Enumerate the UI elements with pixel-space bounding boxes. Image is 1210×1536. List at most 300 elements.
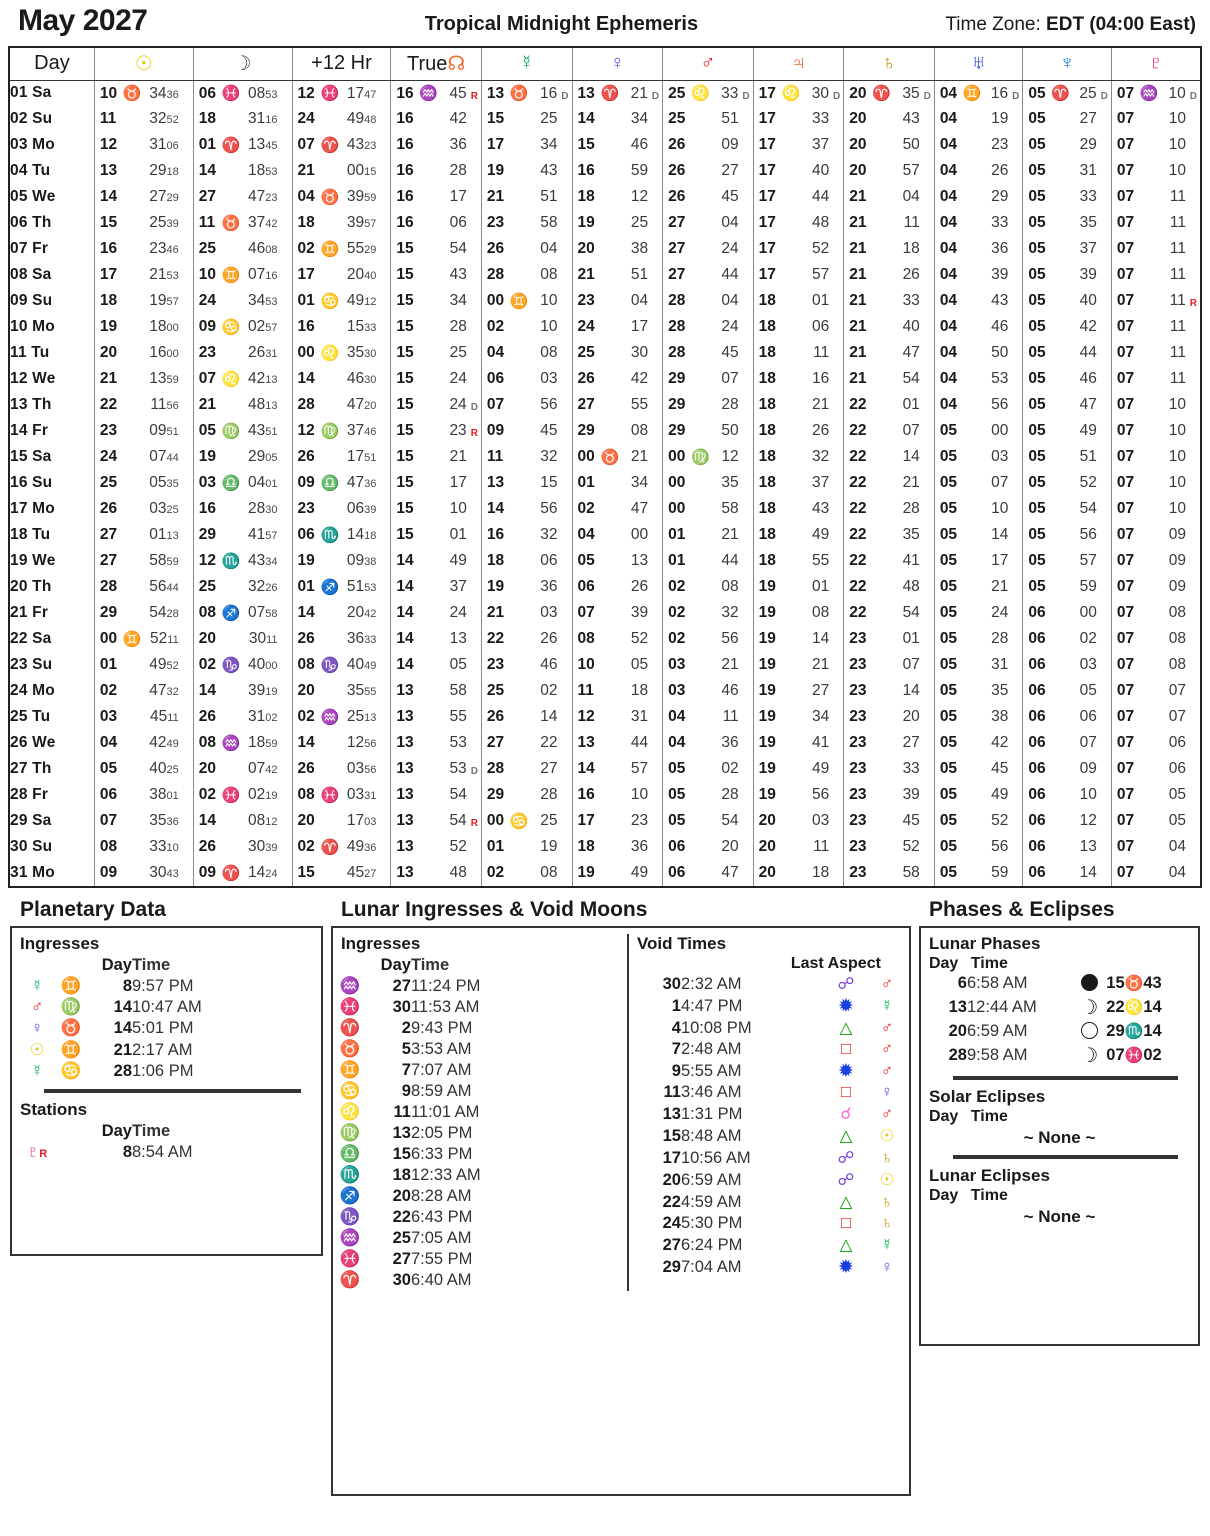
- saturn-cell: [844, 709, 934, 725]
- mars-column-cell: [663, 418, 754, 444]
- moon-cell: [194, 449, 292, 465]
- degree-value: 27: [577, 396, 595, 414]
- minute-value: 06: [811, 318, 830, 336]
- motion-marker-R: R: [470, 90, 478, 102]
- venus-column-cell: [572, 106, 663, 132]
- true-node-column-cell: [391, 626, 482, 652]
- minute-value: 2040: [346, 266, 377, 284]
- phase-position: 07♓02: [1106, 1046, 1162, 1064]
- minute-value: 1859: [248, 734, 278, 752]
- degree-value: 14: [198, 812, 216, 830]
- uranus-cell: [935, 86, 1023, 102]
- degree-value: 05: [1028, 344, 1046, 362]
- ingress-time: 11:53 AM: [410, 998, 480, 1016]
- minute-value: 4736: [346, 474, 377, 492]
- moon-12hr-cell: [293, 449, 391, 465]
- degree-value: 07: [1116, 734, 1135, 752]
- pluto-column-cell: [1111, 548, 1200, 574]
- degree-value: 16: [486, 526, 505, 544]
- minute-value: 29: [991, 188, 1009, 206]
- moon-12hr-column-cell: [292, 80, 391, 106]
- uranus-cell: [935, 579, 1023, 595]
- saturn-cell: [844, 761, 934, 777]
- jupiter-column-cell: [753, 860, 844, 886]
- phase-day: 28: [948, 1046, 967, 1064]
- second-value: 26: [265, 582, 278, 595]
- minute-value: 46: [540, 656, 558, 674]
- minute-value: 58: [449, 682, 467, 700]
- jupiter-cell: [754, 449, 844, 465]
- lunar-ingress-row: [333, 1249, 621, 1270]
- uranus-column-cell: [934, 600, 1023, 626]
- minute-value: 59: [630, 162, 649, 180]
- mars-column-cell: [663, 288, 754, 314]
- jupiter-cell: [754, 189, 844, 205]
- uranus-column-cell: [934, 652, 1023, 678]
- degree-value: 09: [198, 318, 216, 336]
- minute-value: 3633: [346, 630, 377, 648]
- col-header-mercury: [481, 48, 572, 80]
- true-node-cell: [391, 423, 481, 439]
- void-day: 27: [662, 1235, 681, 1254]
- mars-column-cell: [663, 366, 754, 392]
- true-node-column-cell: [391, 782, 482, 808]
- degree-value: 18: [758, 552, 776, 570]
- degree-value: 07: [1116, 448, 1135, 466]
- saturn-icon: ♄: [880, 1192, 894, 1211]
- ingress-time: 8:59 AM: [410, 1082, 472, 1100]
- degree-value: 21: [577, 266, 595, 284]
- station-rows: [20, 1142, 313, 1163]
- uranus-column-cell: [934, 210, 1023, 236]
- jupiter-cell: [754, 579, 844, 595]
- lunar-phases-heading: Lunar Phases: [928, 934, 1041, 953]
- degree-value: 05: [939, 734, 958, 752]
- sun-column-cell: [94, 262, 193, 288]
- pluto-column-cell: [1111, 262, 1200, 288]
- minute-value: 11: [813, 344, 830, 362]
- stations-table: [20, 1121, 313, 1163]
- degree-value: 21: [99, 370, 118, 388]
- degree-value: 08: [198, 604, 216, 622]
- true-node-cell: [391, 709, 481, 725]
- degree-value: 18: [758, 318, 776, 336]
- sun-cell: [95, 163, 193, 179]
- minute-value: 10: [991, 500, 1009, 518]
- pluto-cell: [1112, 241, 1200, 257]
- minute-value: 35: [721, 474, 739, 492]
- day-cell: 19 We: [10, 548, 94, 574]
- degree-value: 22: [849, 500, 867, 518]
- minute-value: 04: [902, 188, 920, 206]
- planet-ingress-row: [20, 976, 313, 997]
- pluto-cell: [1112, 761, 1200, 777]
- second-value: 51: [364, 452, 377, 465]
- planet-ingresses-table: [20, 955, 313, 1082]
- saturn-cell: [844, 657, 934, 673]
- second-value: 57: [265, 530, 278, 543]
- degree-value: 17: [758, 266, 776, 284]
- minute-value: 50: [902, 136, 920, 154]
- day-cell: 05 We: [10, 184, 94, 210]
- day-cell: 31 Mo: [10, 860, 94, 886]
- saturn-cell: [844, 579, 934, 595]
- minute-value: 24: [449, 604, 467, 622]
- degree-value: 19: [758, 760, 776, 778]
- minute-value: 00: [1079, 604, 1097, 622]
- minute-value: 03: [991, 448, 1009, 466]
- planetary-data-title: Planetary Data: [20, 898, 166, 921]
- void-times-table: [637, 973, 907, 1278]
- minute-value: 01: [449, 526, 467, 544]
- saturn-cell: [844, 241, 934, 257]
- neptune-column-cell: [1023, 132, 1112, 158]
- moon-column-cell: [193, 184, 292, 210]
- degree-value: 05: [668, 786, 686, 804]
- mars-column-cell: [663, 236, 754, 262]
- uranus-column-cell: [934, 860, 1023, 886]
- neptune-cell: [1023, 839, 1111, 855]
- timezone-label: Time Zone:: [945, 14, 1041, 35]
- venus-column-cell: [572, 782, 663, 808]
- moon-cell: [194, 241, 292, 257]
- minute-value: 32: [721, 604, 739, 622]
- phase-icon-cell: [1072, 994, 1106, 1021]
- true-node-cell: [391, 605, 481, 621]
- neptune-cell: [1023, 137, 1111, 153]
- pluto-column-cell: [1111, 522, 1200, 548]
- degree-value: 21: [849, 344, 867, 362]
- table-row: [10, 314, 1200, 340]
- degree-value: 25: [99, 474, 118, 492]
- second-value: 34: [265, 556, 278, 569]
- uranus-cell: [935, 371, 1023, 387]
- true-node-column-cell: [391, 418, 482, 444]
- sun-cell: [95, 111, 193, 127]
- sign-gem-icon: ♊: [320, 240, 340, 258]
- minute-value: 44: [811, 188, 830, 206]
- degree-value: 07: [1116, 760, 1135, 778]
- last-aspect-heading: Last Aspect: [790, 955, 881, 972]
- degree-value: 05: [1028, 526, 1046, 544]
- ingress-time: 10:47 AM: [132, 998, 202, 1016]
- mars-column-cell: [663, 548, 754, 574]
- degree-value: 05: [577, 552, 595, 570]
- degree-value: 15: [99, 214, 118, 232]
- venus-icon: ♀: [30, 1019, 44, 1037]
- minute-value: 5211: [150, 630, 179, 648]
- sign-ari-icon: ♈: [339, 1271, 361, 1289]
- mars-icon: ♂: [880, 974, 894, 993]
- phases-col-labels: [929, 955, 1190, 973]
- saturn-column-cell: [844, 366, 935, 392]
- venus-column-cell: [572, 158, 663, 184]
- uranus-cell: [935, 189, 1023, 205]
- table-row: [10, 184, 1200, 210]
- saturn-column-cell: [844, 808, 935, 834]
- degree-value: 13: [396, 786, 414, 804]
- second-value: 31: [265, 348, 278, 361]
- moon-column-cell: [193, 600, 292, 626]
- venus-column-cell: [572, 470, 663, 496]
- venus-cell: [573, 111, 663, 127]
- degree-value: 05: [1028, 370, 1046, 388]
- pluto-cell: [1112, 657, 1200, 673]
- jupiter-cell: [754, 865, 844, 881]
- degree-value: 06: [1028, 734, 1046, 752]
- degree-value: 20: [577, 240, 595, 258]
- mars-cell: [663, 631, 753, 647]
- degree-value: 15: [396, 318, 414, 336]
- neptune-column-cell: [1023, 366, 1112, 392]
- mercury-column-cell: [481, 834, 572, 860]
- degree-value: 14: [396, 604, 414, 622]
- venus-cell: [573, 553, 663, 569]
- true-node-column-cell: [391, 548, 482, 574]
- mars-column-cell: [663, 80, 754, 106]
- ingress-time: 12:33 AM: [410, 1166, 481, 1184]
- saturn-column-cell: [844, 184, 935, 210]
- ingress-day: 14: [113, 1019, 132, 1037]
- mercury-column-cell: [481, 808, 572, 834]
- venus-cell: [573, 657, 663, 673]
- table-row: [10, 132, 1200, 158]
- mars-cell: [663, 111, 753, 127]
- jupiter-column-cell: [753, 496, 844, 522]
- pluto-column-cell: [1111, 574, 1200, 600]
- table-row: [10, 262, 1200, 288]
- table-header-row: [10, 48, 1200, 80]
- degree-value: 04: [939, 292, 958, 310]
- minute-value: 3226: [248, 578, 278, 596]
- moon-column-cell: [193, 132, 292, 158]
- minute-value: 57: [811, 266, 830, 284]
- lunar-ingress-row: [333, 1144, 621, 1165]
- pluto-cell: [1112, 215, 1200, 231]
- uranus-cell: [935, 345, 1023, 361]
- degree-value: 07: [1116, 578, 1135, 596]
- lunar-ingress-row: [333, 1165, 621, 1186]
- sun-icon: ☉: [879, 1171, 895, 1189]
- minute-value: 4000: [248, 656, 278, 674]
- jupiter-column-cell: [753, 808, 844, 834]
- true-node-cell: [391, 319, 481, 335]
- degree-value: 07: [1116, 370, 1135, 388]
- minute-value: 54: [902, 604, 920, 622]
- jupiter-cell: [754, 527, 844, 543]
- void-time: 6:24 PM: [680, 1235, 743, 1254]
- col-time-label: Time: [132, 1122, 171, 1140]
- minute-value: 10: [630, 786, 649, 804]
- minute-value: 27: [902, 734, 920, 752]
- second-value: 47: [364, 88, 377, 101]
- venus-column-cell: [572, 860, 663, 886]
- void-day: 1: [671, 996, 681, 1015]
- pluto-column-cell: [1111, 860, 1200, 886]
- moon-column-cell: [193, 158, 292, 184]
- jupiter-cell: [754, 215, 844, 231]
- minute-value: 10: [1079, 786, 1097, 804]
- minute-value: 0219: [248, 786, 278, 804]
- degree-value: 07: [1116, 708, 1135, 726]
- minute-value: 12: [721, 448, 739, 466]
- void-time: 10:56 AM: [680, 1148, 751, 1167]
- degree-value: 05: [939, 812, 958, 830]
- mars-icon: ♂: [700, 52, 716, 75]
- venus-cell: [573, 501, 663, 517]
- true-node-column-cell: [391, 366, 482, 392]
- degree-value: 05: [1028, 448, 1046, 466]
- uranus-cell: [935, 683, 1023, 699]
- mars-cell: [663, 163, 753, 179]
- void-day: 24: [662, 1214, 681, 1232]
- venus-cell: [573, 579, 663, 595]
- venus-icon: ♀: [880, 1257, 894, 1276]
- degree-value: 19: [486, 578, 505, 596]
- sign-vir-icon: ♍: [339, 1124, 361, 1142]
- saturn-cell: [844, 813, 934, 829]
- uranus-column-cell: [934, 444, 1023, 470]
- void-time: 5:55 AM: [680, 1061, 742, 1080]
- mercury-cell: [482, 839, 572, 855]
- sun-column-cell: [94, 574, 193, 600]
- degree-value: 04: [939, 188, 958, 206]
- degree-value: 19: [758, 708, 776, 726]
- minute-value: 1156: [150, 396, 179, 414]
- sign-gem-icon: ♊: [962, 85, 982, 102]
- neptune-cell: [1023, 423, 1111, 439]
- second-value: 30: [364, 374, 377, 387]
- neptune-column-cell: [1023, 782, 1112, 808]
- degree-value: 17: [486, 136, 505, 154]
- second-value: 05: [265, 452, 278, 465]
- mercury-column-cell: [481, 392, 572, 418]
- minute-value: 54: [449, 240, 467, 258]
- degree-value: 03: [99, 708, 118, 726]
- phase-icon-cell: [1072, 973, 1106, 994]
- mars-cell: [663, 449, 753, 465]
- moon-12hr-cell: [293, 865, 391, 881]
- true-node-column-cell: [391, 574, 482, 600]
- moon-column-cell: [193, 860, 292, 886]
- venus-column-cell: [572, 184, 663, 210]
- day-cell: 16 Su: [10, 470, 94, 496]
- last-quarter-icon: ☽: [1080, 1045, 1099, 1067]
- mars-column-cell: [663, 470, 754, 496]
- sign-tau-icon: ♉: [122, 85, 142, 102]
- minute-value: 50: [721, 422, 739, 440]
- pluto-cell: [1112, 137, 1200, 153]
- void-time: 10:08 PM: [680, 1018, 752, 1037]
- uranus-column-cell: [934, 262, 1023, 288]
- venus-column-cell: [572, 444, 663, 470]
- minute-value: 44: [721, 552, 739, 570]
- degree-value: 21: [849, 240, 867, 258]
- minute-value: 43: [811, 500, 830, 518]
- degree-value: 07: [1116, 604, 1135, 622]
- mercury-column-cell: [481, 704, 572, 730]
- moon-12hr-cell: [293, 137, 391, 153]
- mercury-cell: [482, 345, 572, 361]
- minute-value: 06: [1168, 760, 1186, 778]
- minute-value: 3746: [346, 422, 377, 440]
- minute-value: 16: [811, 370, 830, 388]
- venus-cell: [573, 397, 663, 413]
- degree-value: 22: [99, 396, 118, 414]
- moon-12hr-cell: [293, 397, 391, 413]
- moon-column-cell: [193, 834, 292, 860]
- degree-value: 23: [849, 786, 867, 804]
- uranus-cell: [935, 527, 1023, 543]
- table-row: [10, 782, 1200, 808]
- minute-value: 09: [1168, 552, 1186, 570]
- lunar-phase-row: [929, 1021, 1190, 1042]
- sign-tau-icon: ♉: [221, 214, 241, 232]
- degree-value: 21: [198, 396, 216, 414]
- sun-column-cell: [94, 288, 193, 314]
- phase-position: 15♉43: [1106, 974, 1162, 992]
- lunar-eclipses-heading: Lunar Eclipses: [928, 1166, 1050, 1185]
- second-value: 59: [265, 738, 278, 751]
- true-node-cell: [391, 839, 481, 855]
- minute-value: 37: [449, 578, 467, 596]
- day-cell: 07 Fr: [10, 236, 94, 262]
- minute-value: 11: [1169, 318, 1186, 336]
- sun-column-cell: [94, 470, 193, 496]
- moon-12hr-cell: [293, 371, 391, 387]
- minute-value: 2830: [248, 500, 278, 518]
- moon-column-cell: [193, 496, 292, 522]
- second-value: 00: [265, 660, 278, 673]
- degree-value: 17: [758, 110, 776, 128]
- mercury-cell: [482, 475, 572, 491]
- minute-value: 51: [721, 110, 739, 128]
- moon-12hr-column-cell: [292, 808, 391, 834]
- neptune-column-cell: [1023, 444, 1112, 470]
- degree-value: 10: [198, 266, 216, 284]
- degree-value: 14: [577, 760, 595, 778]
- minute-value: 31: [1079, 162, 1097, 180]
- degree-value: 21: [297, 162, 315, 180]
- degree-value: 26: [668, 162, 686, 180]
- moon-12hr-cell: [293, 215, 391, 231]
- pluto-cell: [1112, 423, 1200, 439]
- ingress-day: 18: [392, 1166, 411, 1184]
- degree-value: 21: [849, 370, 867, 388]
- sun-cell: [95, 605, 193, 621]
- ingress-day: 11: [393, 1103, 411, 1121]
- degree-value: 17: [758, 136, 776, 154]
- degree-value: 16: [396, 84, 414, 102]
- minute-value: 21: [449, 448, 467, 466]
- venus-cell: [573, 267, 663, 283]
- minute-value: 11: [1169, 188, 1186, 206]
- void-time-row: [637, 1256, 907, 1278]
- second-value: 01: [166, 790, 179, 803]
- pluto-column-cell: [1111, 366, 1200, 392]
- second-value: 46: [364, 426, 377, 439]
- moon-column-cell: [193, 392, 292, 418]
- saturn-column-cell: [844, 496, 935, 522]
- minute-value: 3536: [149, 812, 179, 830]
- moon-12hr-column-cell: [292, 704, 391, 730]
- venus-column-cell: [572, 418, 663, 444]
- ephemeris-table-container: [8, 46, 1202, 888]
- minute-value: 36: [721, 734, 739, 752]
- degree-value: 02: [297, 240, 315, 258]
- pluto-cell: [1112, 553, 1200, 569]
- saturn-icon: ♄: [880, 1214, 894, 1232]
